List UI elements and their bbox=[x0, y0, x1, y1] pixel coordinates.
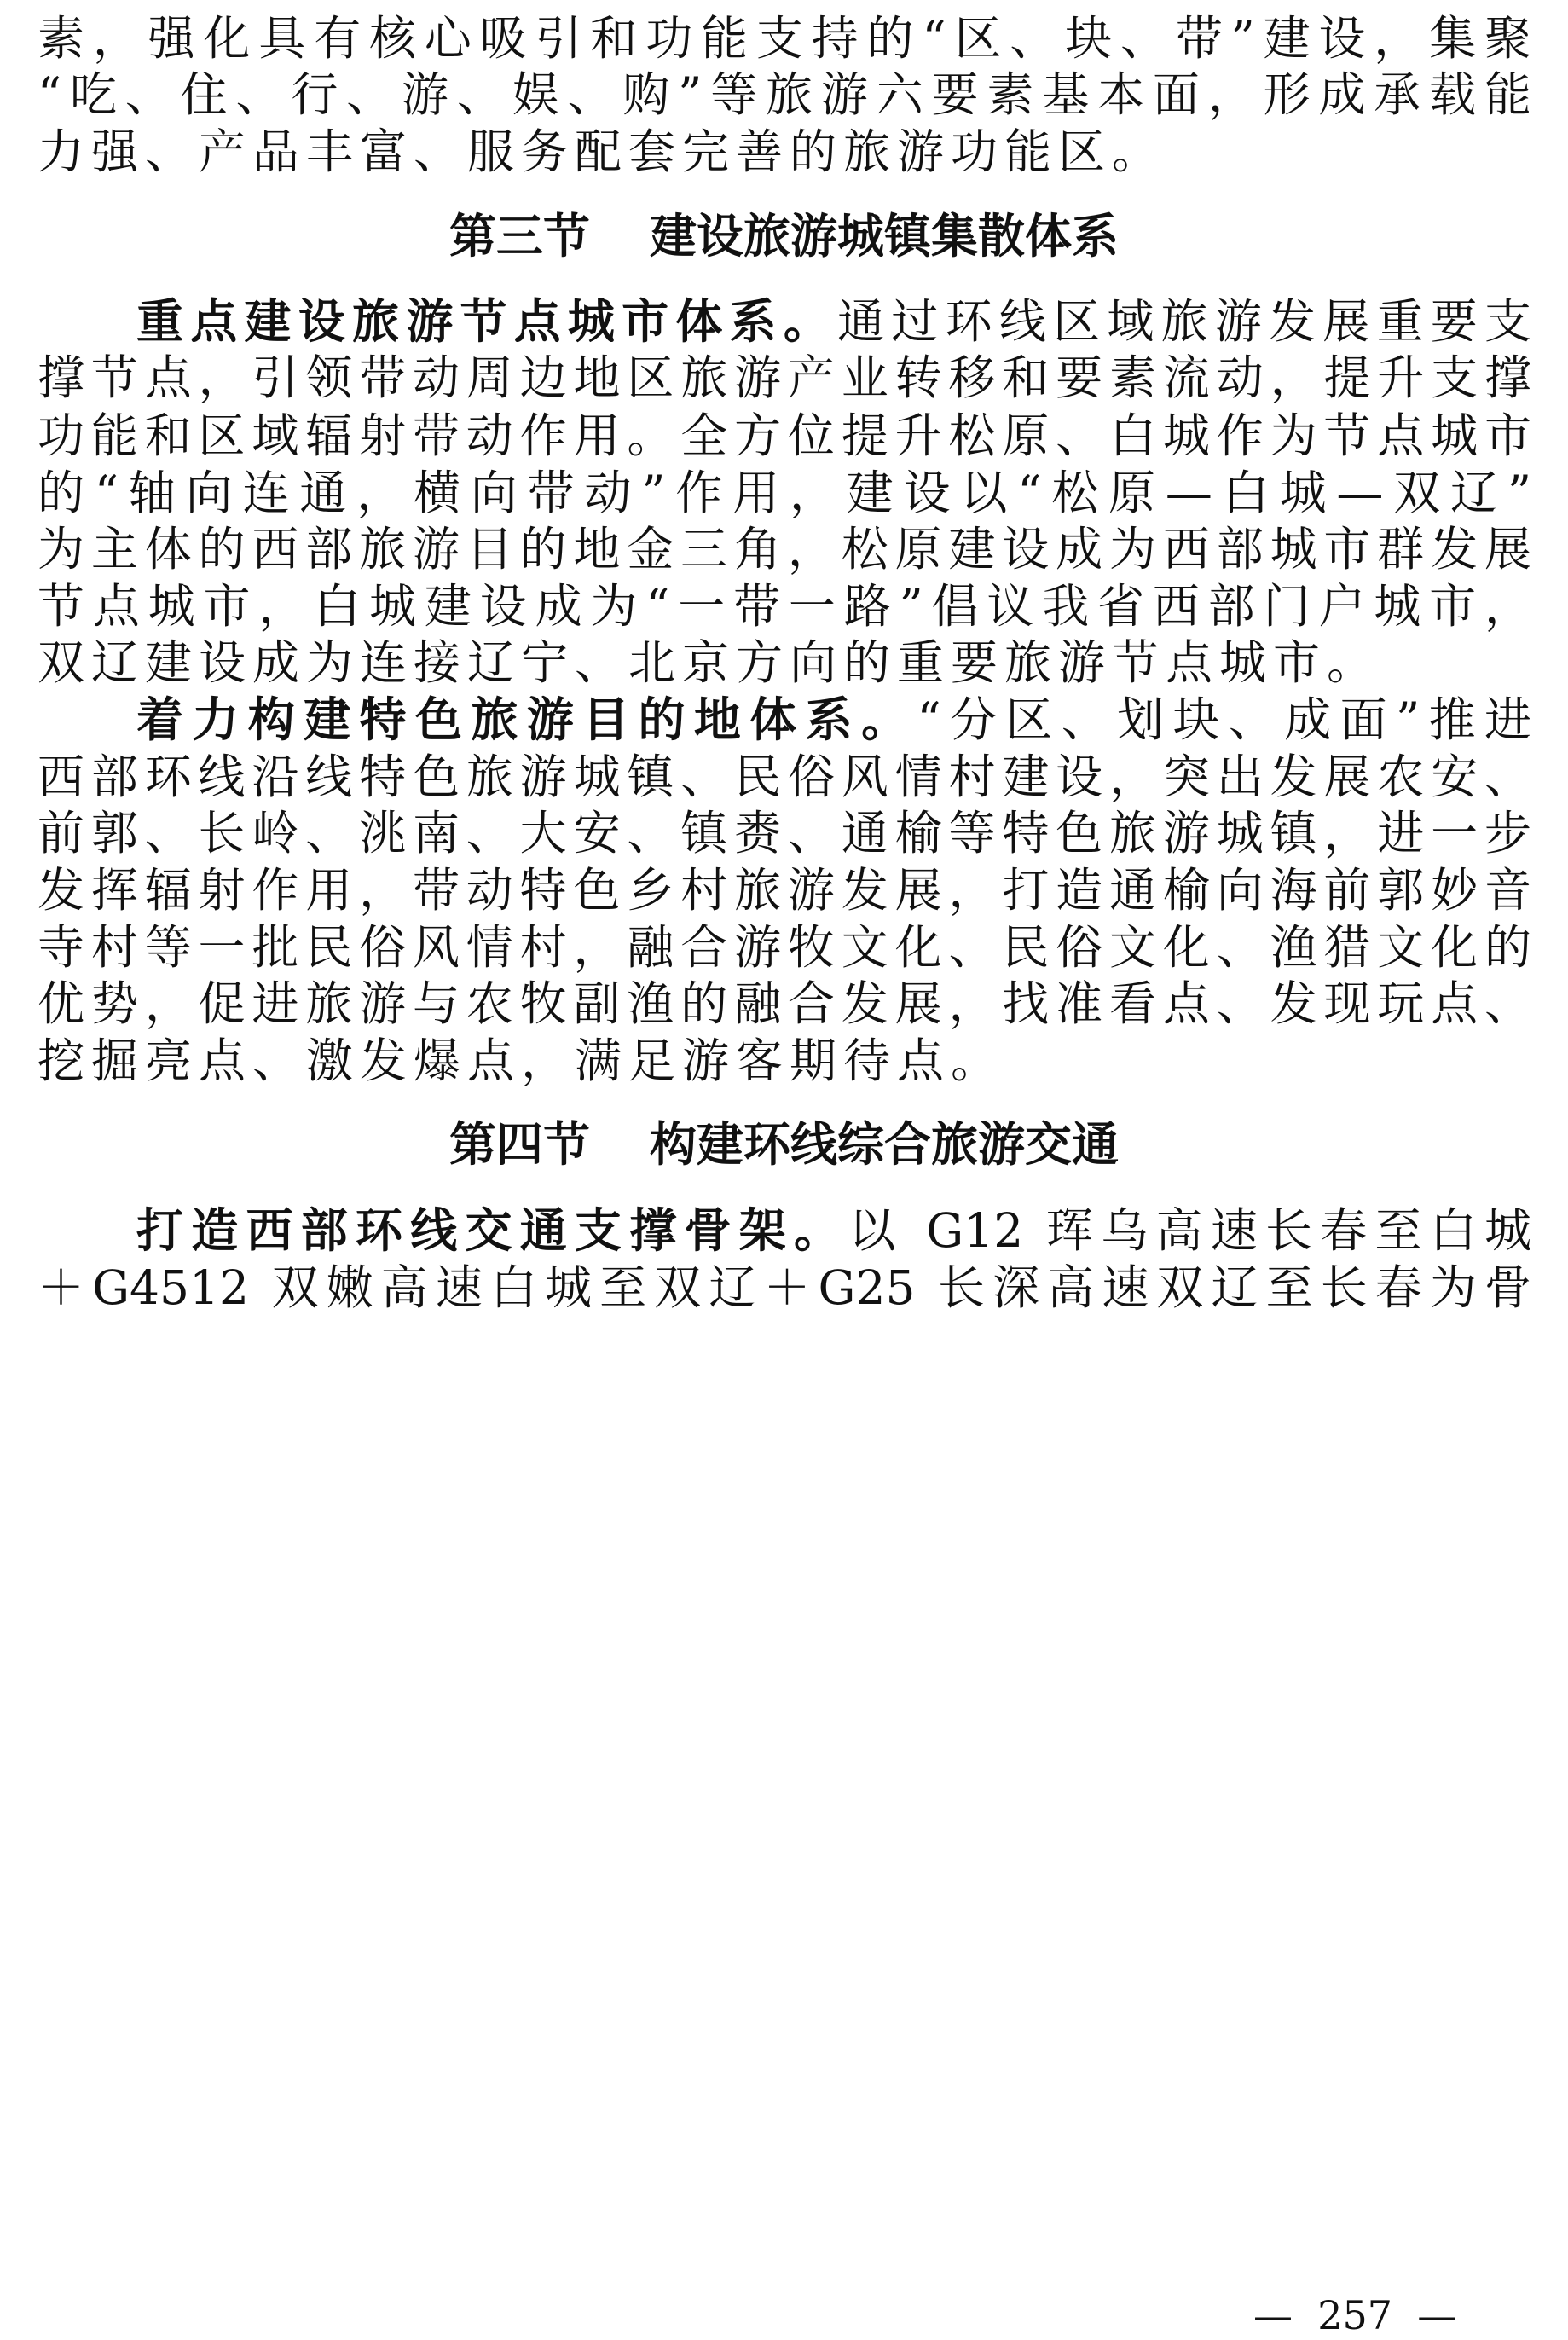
section-title: 建设旅游城镇集散体系 bbox=[650, 208, 1120, 264]
section-number: 第三节 bbox=[448, 208, 590, 264]
body-text-line: 的“轴向连通，横向带动”作用，建设以“松原—白城—双辽” bbox=[38, 466, 1531, 520]
body-text-line: 寺村等一批民俗风情村，融合游牧文化、民俗文化、渔猎文化的 bbox=[38, 920, 1531, 975]
paragraph-lead: 重点建设旅游节点城市体系。 bbox=[136, 293, 838, 349]
body-text-line: 功能和区域辐射带动作用。全方位提升松原、白城作为节点城市 bbox=[38, 408, 1531, 463]
section-number: 第四节 bbox=[448, 1116, 590, 1172]
body-text-line: 素，强化具有核心吸引和功能支持的“区、块、带”建设，集聚 bbox=[38, 11, 1531, 66]
section-title: 构建环线综合旅游交通 bbox=[650, 1116, 1120, 1172]
body-text-line: 前郭、长岭、洮南、大安、镇赉、通榆等特色旅游城镇，进一步 bbox=[38, 806, 1531, 860]
body-text: 通过环线区域旅游发展重要支 bbox=[837, 294, 1531, 349]
page-number: — 257 — bbox=[1253, 2292, 1457, 2338]
body-text-line: “吃、住、行、游、娱、购”等旅游六要素基本面，形成承载能 bbox=[38, 67, 1531, 122]
body-text-line: ＋G4512 双嫩高速白城至双辽＋G25 长深高速双辽至长春为骨 bbox=[38, 1260, 1531, 1315]
body-text-line: 西部环线沿线特色旅游城镇、民俗风情村建设，突出发展农安、 bbox=[38, 750, 1531, 804]
section-heading bbox=[0, 1116, 1568, 1173]
section-heading bbox=[0, 208, 1568, 264]
body-text-line: 挖掘亮点、激发爆点，满足游客期待点。 bbox=[38, 1034, 1005, 1088]
paragraph-first-line bbox=[136, 692, 1531, 748]
body-text: “分区、划块、成面”推进 bbox=[917, 692, 1531, 747]
body-text-line: 节点城市，白城建设成为“一带一路”倡议我省西部门户城市， bbox=[38, 579, 1531, 634]
body-text: 以 G12 珲乌高速长春至白城 bbox=[848, 1203, 1531, 1258]
body-text-line: 优势，促进旅游与农牧副渔的融合发展，找准看点、发现玩点、 bbox=[38, 976, 1531, 1031]
paragraph-lead: 着力构建特色旅游目的地体系。 bbox=[136, 692, 917, 747]
body-text-line: 双辽建设成为连接辽宁、北京方向的重要旅游节点城市。 bbox=[38, 635, 1381, 690]
body-text-line: 为主体的西部旅游目的地金三角，松原建设成为西部城市群发展 bbox=[38, 522, 1531, 576]
body-text-line: 撑节点，引领带动周边地区旅游产业转移和要素流动，提升支撑 bbox=[38, 350, 1531, 405]
paragraph-first-line bbox=[136, 293, 1531, 350]
paragraph-first-line bbox=[136, 1202, 1531, 1259]
body-text-line: 发挥辐射作用，带动特色乡村旅游发展，打造通榆向海前郭妙音 bbox=[38, 863, 1531, 918]
body-text-line: 力强、产品丰富、服务配套完善的旅游功能区。 bbox=[38, 125, 1166, 179]
paragraph-lead: 打造西部环线交通支撑骨架。 bbox=[136, 1202, 849, 1258]
